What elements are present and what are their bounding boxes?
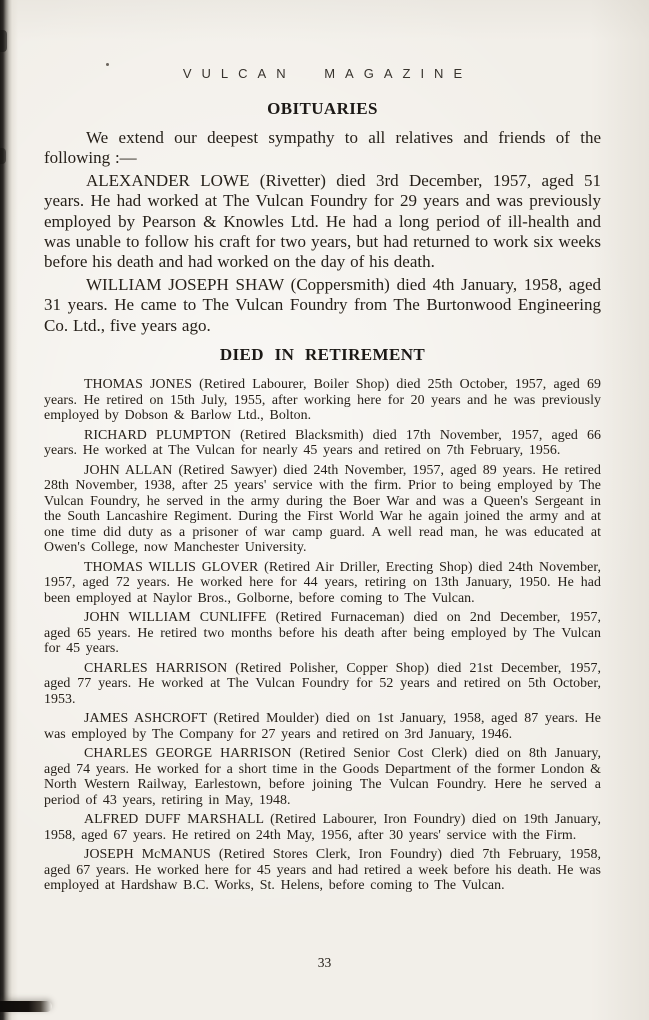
obituary-entry <box>44 463 601 556</box>
obituary-entries <box>44 171 601 336</box>
deceased-name: ALEXANDER LOWE <box>86 170 250 190</box>
deceased-name: ALFRED DUFF MARSHALL <box>84 812 264 828</box>
section-died-in-retirement <box>44 345 601 894</box>
retirement-entries <box>44 377 601 894</box>
obituary-text: (Retired Senior Cost Clerk) died on 8th January, aged 74 years. He worked for a short time in the Goods Department of the former London & North Western Railway, Earlestown, before joining The Vulcan Foundry. Here he served a period of 43 years, retiring in May, 1948. <box>44 746 601 808</box>
obituary-entry <box>44 560 601 607</box>
obituary-text: (Retired Moulder) died on 1st January, 1958, aged 87 years. He was employed by The Company for 27 years and retired on 3rd January, 1946. <box>44 711 601 742</box>
obituary-text: (Rivetter) died 3rd December, 1957, aged 51 years. He had worked at The Vulcan Foundry for 29 years and was previously employed by Pearson & Knowles Ltd. He had a long period of ill-health and was unable to follow his craft for two years, but had returned to work six weeks before his death and had worked on the day of his death. <box>44 170 601 272</box>
obituaries-heading: OBITUARIES <box>267 99 378 118</box>
obituary-entry <box>44 377 601 424</box>
deceased-name: THOMAS WILLIS GLOVER <box>84 559 259 575</box>
obituary-text: (Retired Labourer, Boiler Shop) died 25th October, 1957, aged 69 years. He retired on 15th July, 1955, after working here for 20 years and he was previously employed by Dobson & Barlow Ltd., Bolton. <box>44 377 602 424</box>
obituary-entry <box>44 746 601 808</box>
page-number: 33 <box>317 955 332 970</box>
obituary-text: (Retired Air Driller, Erecting Shop) died 24th November, 1957, aged 72 years. He worked here for 44 years, retiring on 13th January, 1950. He had been employed at Naylor Bros., Golborne, before coming to The Vulcan. <box>44 559 601 606</box>
obituary-entry <box>44 711 601 742</box>
scan-edge-strip <box>0 0 18 1020</box>
obituary-text: (Retired Polisher, Copper Shop) died 21st December, 1957, aged 77 years. He worked at The Vulcan Foundry for 52 years and retired on 5th October, 1953. <box>44 660 601 707</box>
obituary-text: (Retired Stores Clerk, Iron Foundry) died 7th February, 1958, aged 67 years. He worked here for 45 years and had retired a week before his death. He was employed at Hardshaw B.C. Works, St. Helens, before coming to The Vulcan. <box>44 847 601 894</box>
deceased-name: CHARLES HARRISON <box>84 660 228 676</box>
obituary-entry <box>44 661 601 708</box>
retirement-heading: DIED IN RETIREMENT <box>219 345 426 365</box>
deceased-name: THOMAS JONES <box>84 377 193 393</box>
deceased-name: JOHN WILLIAM CUNLIFFE <box>84 610 267 626</box>
obituary-entry <box>44 610 601 657</box>
obituary-entry <box>44 275 601 336</box>
obituary-text: (Coppersmith) died 4th January, 1958, aged 31 years. He came to The Vulcan Foundry from The Burtonwood Engineering Co. Ltd., five years ago. <box>44 274 601 335</box>
obituary-entry <box>44 428 601 459</box>
magazine-title: VULCAN MAGAZINE <box>182 66 473 81</box>
obituary-text: (Retired Blacksmith) died 17th November, 1957, aged 66 years. He worked at The Vulcan for nearly 45 years and retired on 7th February, 1956. <box>44 427 602 459</box>
obituary-entry <box>44 847 601 894</box>
obituary-text: (Retired Furnaceman) died on 2nd December, 1957, aged 65 years. He retired two months before his death after being employed by The Vulcan for 45 years. <box>44 610 602 657</box>
deceased-name: WILLIAM JOSEPH SHAW <box>86 274 284 294</box>
deceased-name: RICHARD PLUMPTON <box>84 427 231 443</box>
deceased-name: JAMES ASHCROFT <box>84 711 207 727</box>
obituary-text: (Retired Sawyer) died 24th November, 1957, aged 89 years. He retired 28th November, 1938, after 25 years' service with the firm. Prior to being employed by The Vulcan Foundry, he served in the army during the Boer War and was a Queen's Sergeant in the South Lancashire Regiment. During the First World War he again joined the army and at one time did duty as a prisoner of war camp guard. A well read man, he was educated at Owen's College, now Manchester University. <box>44 462 601 556</box>
intro-paragraph: We extend our deepest sympathy to all relatives and friends of the following :— <box>44 128 601 168</box>
scan-corner-smudge <box>0 1001 52 1012</box>
obituary-entry <box>44 812 601 843</box>
section-obituaries <box>44 99 601 336</box>
obituary-text: (Retired Labourer, Iron Foundry) died on 19th January, 1958, aged 67 years. He retired on 24th May, 1956, after 30 years' service with the Firm. <box>44 812 601 843</box>
deceased-name: JOHN ALLAN <box>84 462 173 478</box>
obituary-entry <box>44 171 601 273</box>
deceased-name: CHARLES GEORGE HARRISON <box>84 746 292 762</box>
deceased-name: JOSEPH McMANUS <box>84 847 211 863</box>
